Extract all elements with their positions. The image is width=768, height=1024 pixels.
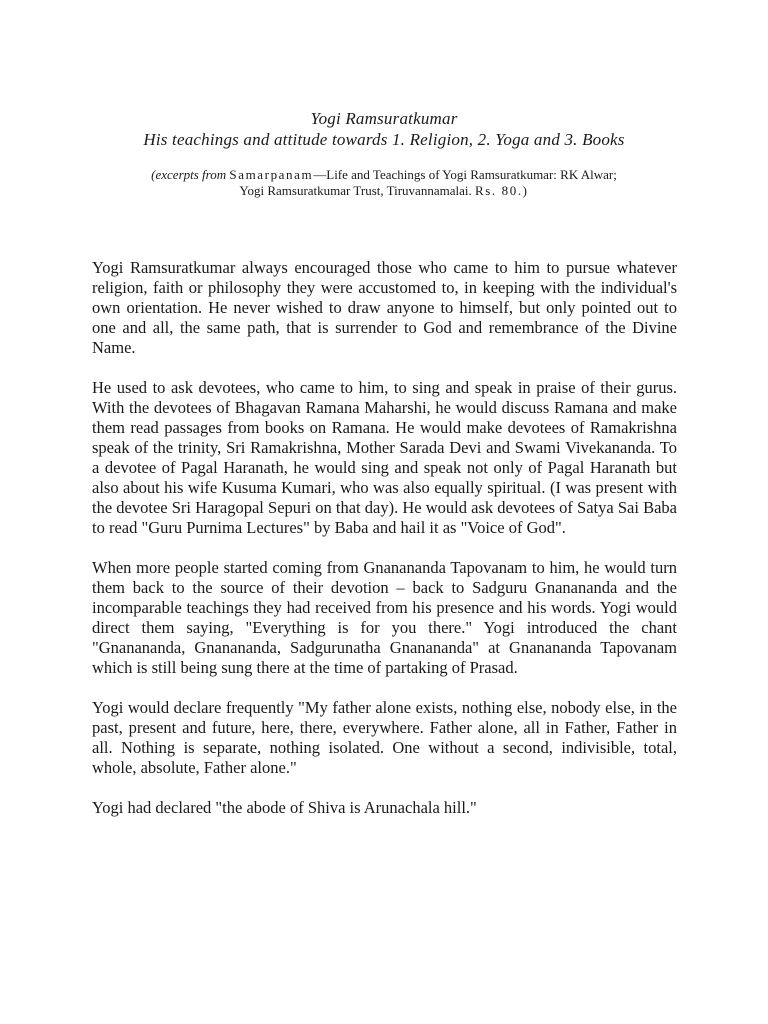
source-price: Rs. 80.) (474, 183, 529, 198)
source-publisher: Yogi Ramsuratkumar Trust, Tiruvannamalai. (239, 183, 472, 198)
body-text (92, 258, 677, 838)
paragraph: Yogi would declare frequently "My father alone exists, nothing else, nobody else, in the past, present and future, here, there, everywhere. Father alone, all in Father, Father in all. Nothing is separate, nothing isolated. One without a second, indivisible, total, whole, absolute, Father alone." (92, 698, 677, 777)
source-line1-rest: —Life and Teachings of Yogi Ramsuratkumar: RK Alwar; (313, 167, 617, 182)
paragraph: Yogi had declared "the abode of Shiva is Arunachala hill." (92, 798, 477, 817)
source-line-2 (0, 183, 768, 199)
page-title: Yogi Ramsuratkumar (310, 109, 458, 128)
paragraph: When more people started coming from Gnanananda Tapovanam to him, he would turn them back to the source of their devotion – back to Sadguru Gnanananda and the incomparable teachings they had received from his presence and his words. Yogi would direct them saying, "Everything is for you there." Yogi introduced the chant "Gnanananda, Gnanananda, Sadgurunatha Gnanananda" at Gnanananda Tapovanam which is still being sung there at the time of partaking of Prasad. (92, 558, 677, 677)
paragraph: Yogi Ramsuratkumar always encouraged those who came to him to pursue whatever religion, faith or philosophy they were accustomed to, in keeping with the individual's own orientation. He never wished to draw anyone to himself, but only pointed out to one and all, the same path, that is surrender to God and remembrance of the Divine Name. (92, 258, 677, 357)
source-book-title: Samarpanam (229, 167, 314, 182)
source-prefix: (excerpts from (151, 167, 227, 182)
source-line-1 (0, 167, 768, 183)
source-citation (0, 167, 768, 199)
title-block (0, 108, 768, 150)
paragraph: He used to ask devotees, who came to him, to sing and speak in praise of their gurus. With the devotees of Bhagavan Ramana Maharshi, he would discuss Ramana and make them read passages from books on Ramana. He would make devotees of Ramakrishna speak of the trinity, Sri Ramakrishna, Mother Sarada Devi and Swami Vivekananda. To a devotee of Pagal Haranath, he would sing and speak not only of Pagal Haranath but also about his wife Kusuma Kumari, who was also equally spiritual. (I was present with the devotee Sri Haragopal Sepuri on that day). He would ask devotees of Satya Sai Baba to read "Guru Purnima Lectures" by Baba and hail it as "Voice of God". (92, 378, 677, 537)
page-subtitle: His teachings and attitude towards 1. Religion, 2. Yoga and 3. Books (143, 130, 625, 149)
